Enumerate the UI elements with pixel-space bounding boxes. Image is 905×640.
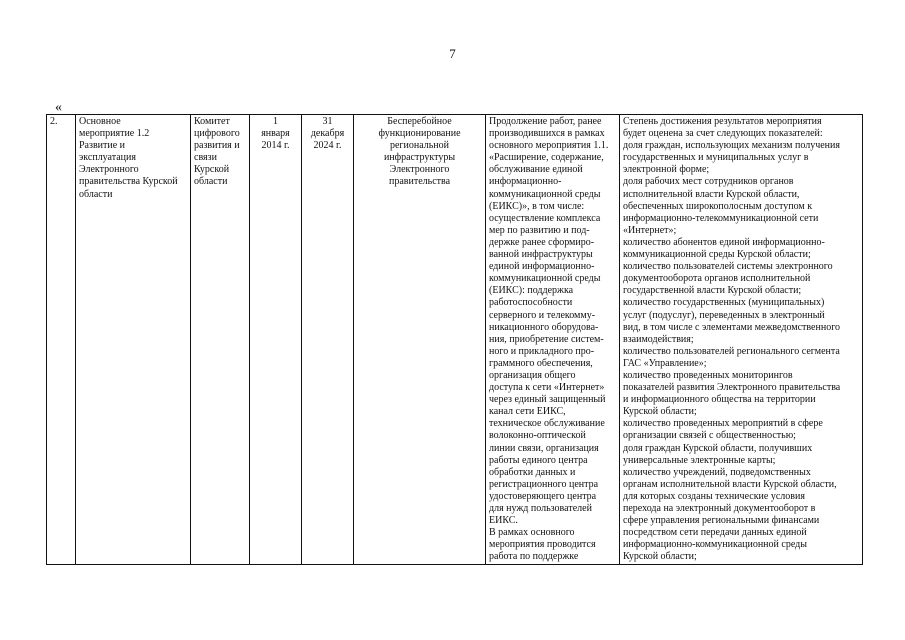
executor-cell — [191, 115, 250, 565]
indicator-line: доля рабочих мест сотрудников органов — [623, 176, 794, 188]
indicators-cell — [620, 115, 863, 565]
expected-result-cell — [354, 115, 486, 565]
measure-name-line: Основное — [79, 116, 121, 127]
indicator-line: для которых созданы технические условия — [623, 490, 805, 502]
indicator-line: информационно-коммуникационной среды — [623, 539, 807, 551]
description-line: коммуникационной среды — [489, 188, 601, 200]
indicator-line: вид, в том числе с элементами межведомственного — [623, 321, 841, 333]
end-date-line: 2024 г. — [313, 140, 342, 152]
description-line: доступа к сети «Интернет» — [489, 382, 605, 394]
page-number: 7 — [449, 46, 456, 61]
description-line: ния, приобретение систем- — [489, 333, 604, 345]
description-line: граммного обеспечения, — [489, 357, 593, 369]
description-line: работа по поддержке — [489, 551, 579, 563]
description-line: (ЕИКС): поддержка — [489, 285, 574, 297]
indicator-line: количество пользователей регионального сегмента — [623, 345, 840, 357]
indicator-line: взаимодействия; — [623, 333, 694, 345]
description-line: работоспособности — [489, 297, 573, 309]
indicator-line: количество абонентов единой информационно- — [623, 236, 825, 248]
description-line: работы единого центра — [489, 454, 588, 466]
measure-name-line: Электронного — [79, 164, 139, 176]
indicator-line: перехода на электронный документооборот в — [623, 503, 816, 514]
indicator-line: количество государственных (муниципальных) — [623, 297, 825, 309]
description-line: волоконно-оптической — [489, 430, 586, 442]
executor-line: Комитет — [194, 116, 230, 127]
indicator-line: электронной форме; — [623, 164, 710, 176]
indicator-line: Степень достижения результатов мероприятия — [623, 116, 822, 127]
description-line: регистрационного центра — [489, 478, 599, 490]
row-number: 2. — [50, 116, 58, 127]
measure-name-line: Развитие и — [79, 140, 126, 152]
indicator-line: универсальные электронные карты; — [623, 454, 776, 466]
expected-result-line: правительства — [388, 176, 451, 188]
description-line: мер по развитию и под- — [489, 224, 590, 236]
measure-name-line: области — [79, 188, 113, 200]
indicator-line: Курской области; — [623, 406, 697, 418]
indicator-line: и информационного общества на территории — [623, 394, 816, 406]
expected-result-line: инфраструктуры — [383, 152, 456, 164]
description-line: «Расширение, содержание, — [489, 152, 604, 164]
expected-result-line: Бесперебойное — [387, 116, 452, 127]
description-line: никационного оборудова- — [489, 321, 599, 333]
expected-result-line: Электронного — [389, 164, 450, 176]
start-date-line: 1 — [273, 116, 278, 127]
indicator-line: органам исполнительной власти Курской области, — [623, 478, 837, 490]
indicator-line: государственной власти Курской области; — [623, 285, 802, 297]
indicator-line: количество проведенных мероприятий в сфере — [623, 418, 823, 430]
description-line: для нужд пользователей — [489, 503, 592, 514]
description-line: серверного и телекомму- — [489, 309, 596, 321]
end-date-cell — [302, 115, 354, 565]
description-line: В рамках основного — [489, 527, 575, 539]
executor-line: области — [194, 176, 228, 188]
description-line: мероприятия проводится — [489, 539, 596, 551]
executor-line: Курской — [194, 164, 230, 176]
indicator-line: Курской области; — [623, 551, 697, 563]
indicator-line: ГАС «Управление»; — [623, 357, 707, 369]
indicator-line: доля граждан, использующих механизм получения — [623, 140, 840, 152]
description-line: осуществление комплекса — [489, 212, 601, 224]
description-line: техническое обслуживание — [489, 418, 605, 430]
end-date-line: декабря — [310, 128, 345, 140]
indicator-line: организации связей с общественностью; — [623, 430, 796, 442]
description-line: ЕИКС. — [489, 515, 518, 527]
measure-name-line: мероприятие 1.2 — [79, 128, 150, 140]
start-date-cell — [250, 115, 302, 565]
executor-line: связи — [194, 152, 217, 164]
indicator-line: доля граждан Курской области, получивших — [623, 442, 813, 454]
indicator-line: услуг (подуслуг), переведенных в электронный — [623, 309, 825, 321]
indicator-line: будет оценена за счет следующих показателей: — [623, 128, 823, 140]
description-line: основного мероприятия 1.1. — [489, 140, 609, 152]
description-line: Продолжение работ, ранее — [489, 116, 602, 127]
description-line: единой информационно- — [489, 261, 595, 273]
description-line: ванной инфраструктуры — [489, 249, 593, 261]
description-line: через единый защищенный — [489, 394, 606, 406]
description-line: производившихся в рамках — [489, 128, 605, 140]
indicator-line: количество проведенных мониторингов — [623, 369, 793, 381]
start-date-line: января — [261, 128, 290, 140]
measure-name-line: эксплуатация — [79, 152, 136, 164]
indicator-line: количество пользователей системы электронного — [623, 261, 833, 273]
indicator-line: государственных и муниципальных услуг в — [623, 152, 809, 164]
description-line: ного и прикладного про- — [489, 345, 595, 357]
description-line: информационно- — [489, 176, 562, 188]
description-line: организация общего — [489, 369, 576, 381]
expected-result-line: функционирование — [378, 128, 461, 140]
start-date-line: 2014 г. — [261, 140, 290, 152]
description-cell — [486, 115, 620, 565]
indicator-line: информационно-телекоммуникационной сети — [623, 212, 819, 224]
description-line: коммуникационной среды — [489, 273, 601, 285]
description-line: держке ранее сформиро- — [489, 236, 595, 248]
measure-name-cell — [76, 115, 191, 565]
table-row — [47, 115, 863, 565]
opening-quote-mark: « — [55, 100, 62, 115]
description-line: обслуживание единой — [489, 164, 583, 176]
indicator-line: обеспеченных широкополосным доступом к — [623, 200, 813, 212]
measures-table — [46, 114, 863, 565]
description-line: линии связи, организация — [489, 442, 599, 454]
end-date-line: 31 — [322, 116, 333, 127]
indicator-line: показателей развития Электронного правительства — [623, 382, 841, 394]
description-line: (ЕИКС)», в том числе: — [489, 200, 585, 212]
indicator-line: сфере управления региональными финансами — [623, 515, 820, 527]
expected-result-line: региональной — [389, 140, 450, 152]
indicator-line: «Интернет»; — [623, 224, 677, 236]
description-line: обработки данных и — [489, 466, 576, 478]
indicator-line: количество учреждений, подведомственных — [623, 466, 811, 478]
indicator-line: посредством сети передачи данных единой — [623, 527, 807, 539]
indicator-line: коммуникационной среды Курской области; — [623, 249, 811, 261]
indicator-line: документооборота органов исполнительной — [623, 273, 811, 285]
measure-name-line: правительства Курской — [79, 176, 178, 188]
executor-line: цифрового — [194, 128, 240, 140]
description-line: канал сети ЕИКС, — [489, 406, 566, 418]
description-line: удостоверяющего центра — [489, 490, 597, 502]
row-number-cell — [47, 115, 76, 565]
executor-line: развития и — [194, 140, 240, 152]
indicator-line: исполнительной власти Курской области, — [623, 188, 800, 200]
